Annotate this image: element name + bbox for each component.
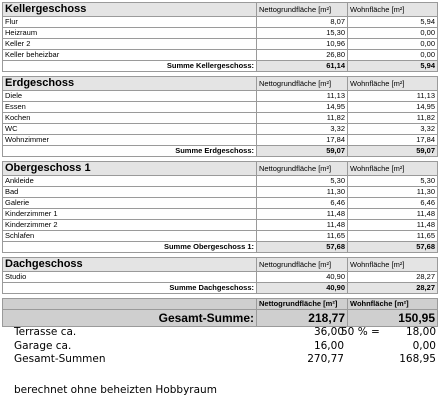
room-name: WC: [3, 124, 257, 135]
net-area: 40,90: [257, 272, 348, 283]
extra-net: 36,00: [313, 326, 344, 338]
section-sum-row: [3, 61, 438, 72]
net-area: 26,80: [257, 50, 348, 61]
extra-net: 16,00: [313, 339, 344, 352]
living-area: 6,46: [348, 198, 438, 209]
section-sum-row: [3, 283, 438, 294]
room-name: Diele: [3, 91, 257, 102]
extra-row: [14, 353, 438, 367]
room-name: Schlafen: [3, 231, 257, 242]
room-name: Heizraum: [3, 28, 257, 39]
table-row: [3, 220, 438, 231]
section-sum-label: Summe Kellergeschoss:: [3, 61, 257, 72]
net-area: 15,30: [257, 28, 348, 39]
net-area: 11,30: [257, 187, 348, 198]
living-area: 0,00: [348, 28, 438, 39]
net-area: 11,48: [257, 220, 348, 231]
living-area: 0,00: [348, 50, 438, 61]
section-header: [3, 258, 438, 272]
column-header-net: Nettogrundfläche [m²]: [257, 77, 348, 91]
section-sum-row: [3, 242, 438, 253]
extra-label: Gesamt-Summen: [14, 353, 106, 365]
column-header-wohn: Wohnfläche [m²]: [348, 3, 438, 17]
room-name: Essen: [3, 102, 257, 113]
net-area: 6,46: [257, 198, 348, 209]
living-area: 17,84: [348, 135, 438, 146]
table-row: [3, 209, 438, 220]
section-sum-wohn: 57,68: [348, 242, 438, 253]
footnote: berechnet ohne beheizten Hobbyraum: [14, 384, 217, 396]
extra-label: Garage ca.: [14, 339, 72, 352]
column-header-wohn: Wohnfläche [m²]: [348, 258, 438, 272]
total-wohn: 150,95: [348, 310, 438, 327]
table-row: [3, 28, 438, 39]
table-row: [3, 102, 438, 113]
living-area: 5,94: [348, 17, 438, 28]
section-sum-label: Summe Obergeschoss 1:: [3, 242, 257, 253]
living-area: 11,13: [348, 91, 438, 102]
extra-wohn: 18,00: [405, 326, 436, 338]
column-header-wohn: Wohnfläche [m²]: [348, 162, 438, 176]
section-sum-net: 57,68: [257, 242, 348, 253]
room-name: Bad: [3, 187, 257, 198]
section-sum-label: Summe Erdgeschoss:: [3, 146, 257, 157]
net-area: 11,65: [257, 231, 348, 242]
column-header-net: Nettogrundfläche [m²]: [257, 162, 348, 176]
section-title: Obergeschoss 1: [3, 162, 257, 176]
room-name: Kinderzimmer 2: [3, 220, 257, 231]
room-name: Studio: [3, 272, 257, 283]
table-row: [3, 39, 438, 50]
table-row: [3, 135, 438, 146]
room-name: Kochen: [3, 113, 257, 124]
net-area: 11,13: [257, 91, 348, 102]
extra-net: 270,77: [307, 353, 344, 365]
table-row: [3, 187, 438, 198]
section-title: Kellergeschoss: [3, 3, 257, 17]
table-row: [3, 113, 438, 124]
section-sum-wohn: 59,07: [348, 146, 438, 157]
extra-summary: [14, 326, 438, 367]
total-header-net: Nettogrundfläche [m²]: [257, 299, 348, 310]
section-sum-net: 40,90: [257, 283, 348, 294]
total-label: Gesamt-Summe:: [3, 310, 257, 327]
table-row: [3, 272, 438, 283]
living-area: 11,82: [348, 113, 438, 124]
net-area: 5,30: [257, 176, 348, 187]
section-header: [3, 162, 438, 176]
total-header-blank: [3, 299, 257, 310]
area-table: [2, 2, 438, 327]
table-row: [3, 176, 438, 187]
section-sum-row: [3, 146, 438, 157]
net-area: 11,82: [257, 113, 348, 124]
table-row: [3, 231, 438, 242]
section-header: [3, 77, 438, 91]
total-header-wohn: Wohnfläche [m²]: [348, 299, 438, 310]
section-sum-wohn: 28,27: [348, 283, 438, 294]
living-area: 11,30: [348, 187, 438, 198]
net-area: 8,07: [257, 17, 348, 28]
room-name: Flur: [3, 17, 257, 28]
table-row: [3, 198, 438, 209]
living-area: 14,95: [348, 102, 438, 113]
living-area: 0,00: [348, 39, 438, 50]
extra-row: [14, 326, 438, 340]
section-title: Erdgeschoss: [3, 77, 257, 91]
living-area: 28,27: [348, 272, 438, 283]
section-sum-wohn: 5,94: [348, 61, 438, 72]
room-name: Kinderzimmer 1: [3, 209, 257, 220]
section-header: [3, 3, 438, 17]
living-area: 3,32: [348, 124, 438, 135]
column-header-net: Nettogrundfläche [m²]: [257, 3, 348, 17]
room-name: Wohnzimmer: [3, 135, 257, 146]
total-row: [3, 310, 438, 327]
extra-label: Terrasse ca.: [14, 326, 77, 338]
section-sum-net: 61,14: [257, 61, 348, 72]
area-sheet: [2, 2, 437, 327]
total-header-row: [3, 299, 438, 310]
extra-row: [14, 340, 438, 354]
net-area: 10,96: [257, 39, 348, 50]
living-area: 11,48: [348, 209, 438, 220]
column-header-net: Nettogrundfläche [m²]: [257, 258, 348, 272]
section-sum-net: 59,07: [257, 146, 348, 157]
section-sum-label: Summe Dachgeschoss:: [3, 283, 257, 294]
table-row: [3, 124, 438, 135]
room-name: Ankleide: [3, 176, 257, 187]
net-area: 14,95: [257, 102, 348, 113]
room-name: Keller beheizbar: [3, 50, 257, 61]
total-net: 218,77: [257, 310, 348, 327]
column-header-wohn: Wohnfläche [m²]: [348, 77, 438, 91]
living-area: 11,48: [348, 220, 438, 231]
living-area: 5,30: [348, 176, 438, 187]
room-name: Galerie: [3, 198, 257, 209]
net-area: 17,84: [257, 135, 348, 146]
extra-wohn: 0,00: [412, 339, 436, 352]
room-name: Keller 2: [3, 39, 257, 50]
living-area: 11,65: [348, 231, 438, 242]
table-row: [3, 91, 438, 102]
table-row: [3, 50, 438, 61]
table-row: [3, 17, 438, 28]
extra-wohn-note: 50 % =: [341, 326, 380, 338]
net-area: 11,48: [257, 209, 348, 220]
section-title: Dachgeschoss: [3, 258, 257, 272]
extra-wohn: 168,95: [399, 353, 436, 365]
net-area: 3,32: [257, 124, 348, 135]
